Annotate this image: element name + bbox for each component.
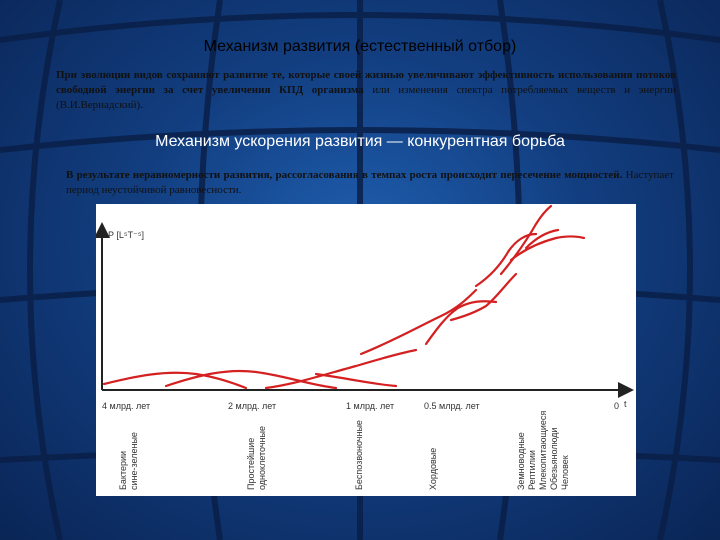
tick-1-billion: 1 млрд. лет: [346, 401, 395, 411]
tick-4-billion: 4 млрд. лет: [102, 401, 151, 411]
paragraph-competition-rest: Наступает период неустойчивой равновесности.: [66, 169, 674, 196]
curve-invertebrates-tail: [316, 374, 396, 386]
paragraph-evolution-bold: При эволюции видов сохраняют развитие те, которые своей жизнью увеличивают эффективность использования потоков свободной энергии за счет увеличения КПД организма: [56, 69, 676, 96]
stage-label-bacteria-2: сине-зеленые: [129, 432, 139, 490]
evolution-power-diagram: [96, 204, 636, 496]
curve-mammals: [501, 206, 551, 274]
stage-labels: [118, 411, 570, 490]
x-axis-unit-label: t: [624, 399, 627, 409]
curve-chordates-branch: [426, 301, 496, 344]
slide-title-competition: Механизм ускорения развития — конкурентная борьба: [155, 133, 565, 150]
stage-label-human: Человек: [560, 455, 570, 490]
stage-label-bacteria: Бактерии: [118, 450, 128, 490]
paragraph-competition: [66, 168, 674, 198]
curve-chordates: [361, 290, 476, 354]
slide-title-natural-selection: Механизм развития (естественный отбор): [203, 38, 517, 55]
curve-bacteria: [104, 373, 246, 388]
stage-label-reptiles: Рептилии: [527, 450, 537, 490]
curve-invertebrates: [266, 350, 416, 388]
paragraph-competition-bold: В результате неравномерности развития, рассогласования в темпах роста происходит пересечение мощностей.: [66, 169, 623, 181]
tick-half-billion: 0.5 млрд. лет: [424, 401, 480, 411]
stage-label-protozoa: Простейшие: [246, 437, 256, 490]
tick-zero: 0: [614, 401, 620, 411]
stage-label-amphibians: Земноводные: [516, 432, 526, 490]
stage-label-apemen: Обезьянолюди: [549, 427, 559, 490]
tick-2-billion: 2 млрд. лет: [228, 401, 277, 411]
stage-label-invertebrates: Беспозвоночные: [354, 420, 364, 490]
y-axis-label: P [L⁵T⁻⁵]: [108, 230, 145, 240]
paragraph-evolution-rest: или изменения спектра потребляемых веществ и энергии (В.И.Вернадский).: [56, 84, 676, 111]
stage-label-mammals: Млекопитающиеся: [538, 410, 548, 490]
diagram-canvas: [96, 204, 636, 496]
stage-label-chordates: Хордовые: [428, 447, 438, 490]
curve-reptiles: [476, 234, 536, 286]
stage-label-protozoa-2: одноклеточные: [257, 426, 267, 490]
paragraph-evolution: [56, 68, 676, 113]
